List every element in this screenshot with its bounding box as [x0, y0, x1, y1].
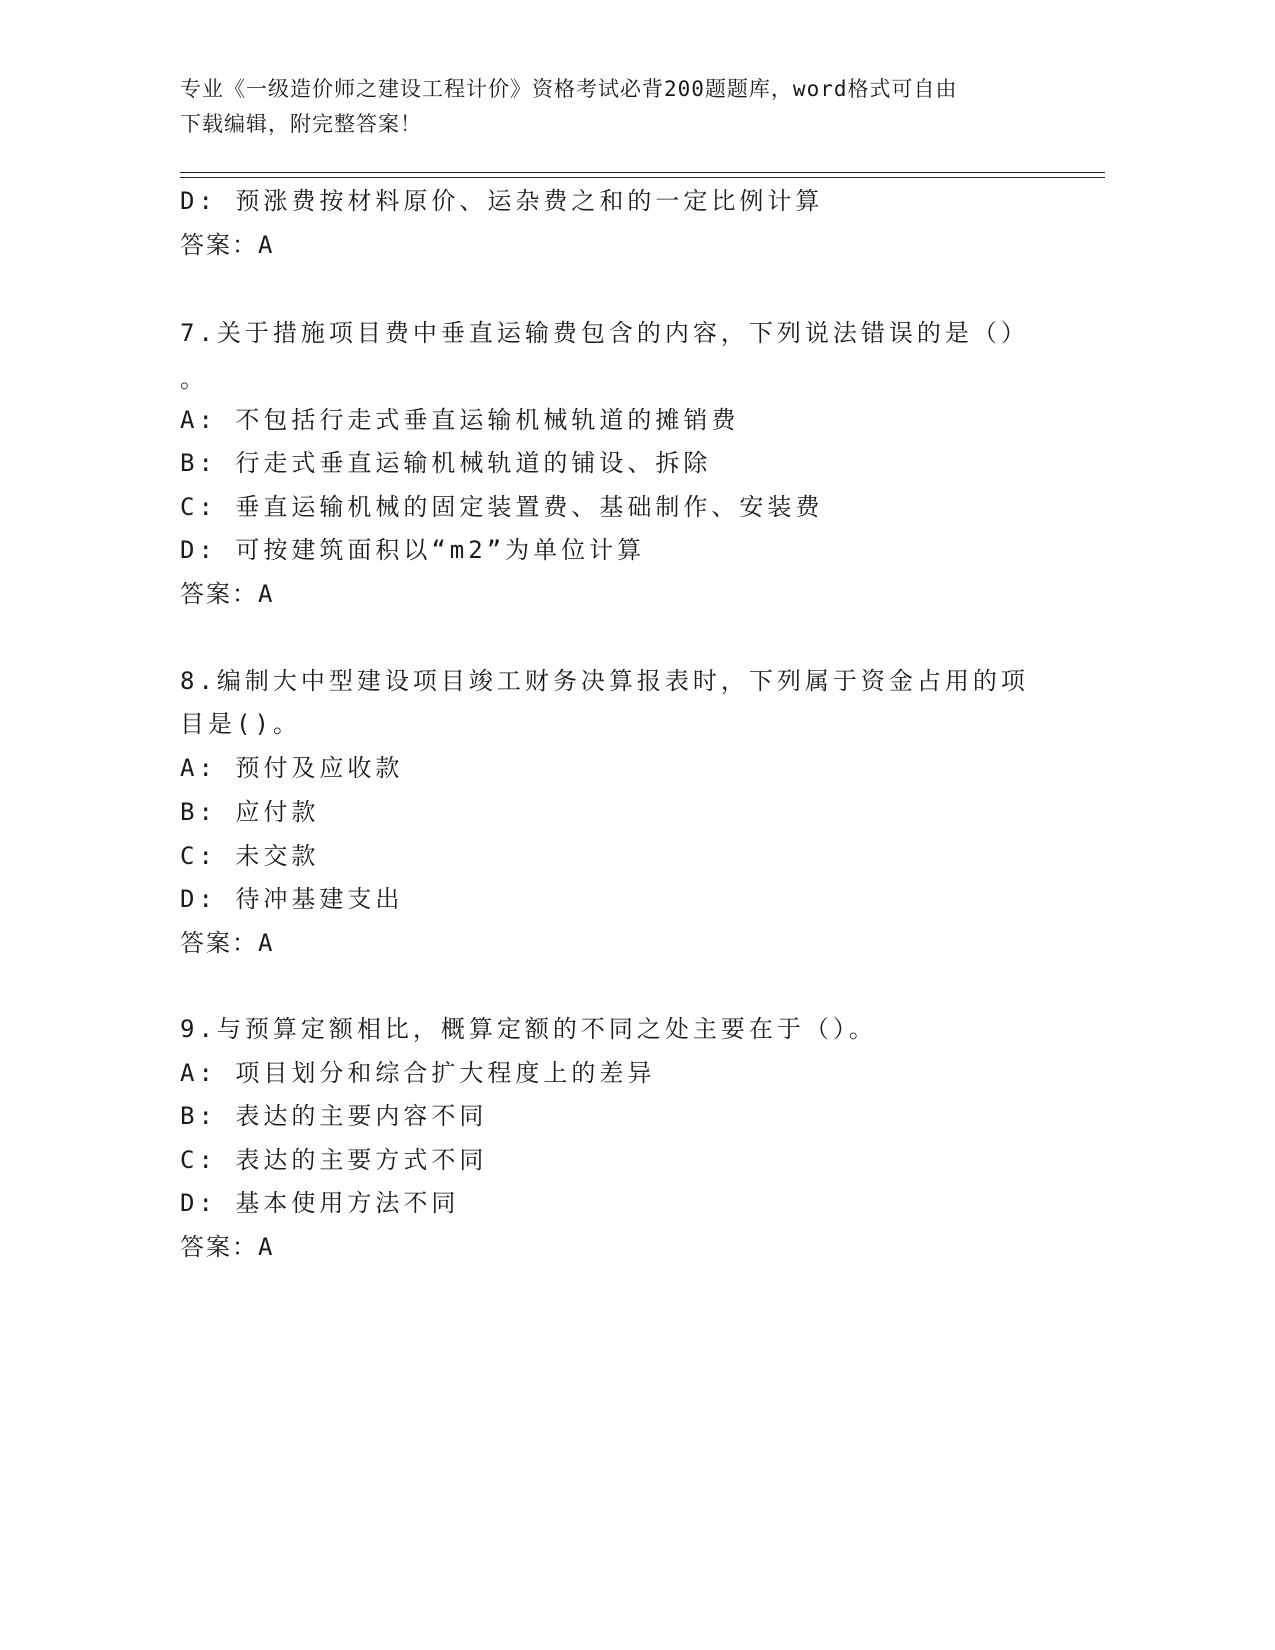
q8-option-d: D: 待冲基建支出 — [180, 885, 404, 913]
q8-option-a: A: 预付及应收款 — [180, 754, 404, 782]
header-rule-bottom — [180, 177, 1105, 178]
q8-stem-line-1: 8.编制大中型建设项目竣工财务决算报表时，下列属于资金占用的项 — [180, 667, 1029, 695]
header-rule-top — [180, 172, 1105, 173]
q9-option-d: D: 基本使用方法不同 — [180, 1189, 460, 1217]
header-line-1: 专业《一级造价师之建设工程计价》资格考试必背200题题库，word格式可自由 — [180, 77, 958, 101]
q7-answer: 答案：A — [180, 580, 275, 608]
q8-stem-line-2: 目是()。 — [180, 710, 301, 738]
q6-option-d: D: 预涨费按材料原价、运杂费之和的一定比例计算 — [180, 187, 824, 215]
q7-stem-line-1: 7.关于措施项目费中垂直运输费包含的内容，下列说法错误的是（） — [180, 319, 1029, 347]
q7-option-c: C: 垂直运输机械的固定装置费、基础制作、安装费 — [180, 493, 824, 521]
q9-option-a: A: 项目划分和综合扩大程度上的差异 — [180, 1059, 656, 1087]
q7-option-b: B: 行走式垂直运输机械轨道的铺设、拆除 — [180, 449, 712, 477]
q9-option-b: B: 表达的主要内容不同 — [180, 1102, 488, 1130]
q8-option-b: B: 应付款 — [180, 798, 320, 826]
q7-option-d: D: 可按建筑面积以“m2”为单位计算 — [180, 536, 646, 564]
q6-answer: 答案：A — [180, 231, 275, 259]
q8-option-c: C: 未交款 — [180, 842, 320, 870]
document-header — [180, 72, 1060, 142]
header-line-2: 下载编辑，附完整答案！ — [180, 112, 422, 136]
q7-stem-line-2: 。 — [180, 365, 208, 393]
q7-option-a: A: 不包括行走式垂直运输机械轨道的摊销费 — [180, 406, 740, 434]
q9-option-c: C: 表达的主要方式不同 — [180, 1146, 488, 1174]
q9-stem-line-1: 9.与预算定额相比，概算定额的不同之处主要在于（）。 — [180, 1015, 877, 1043]
q9-answer: 答案：A — [180, 1233, 275, 1261]
q8-answer: 答案：A — [180, 929, 275, 957]
